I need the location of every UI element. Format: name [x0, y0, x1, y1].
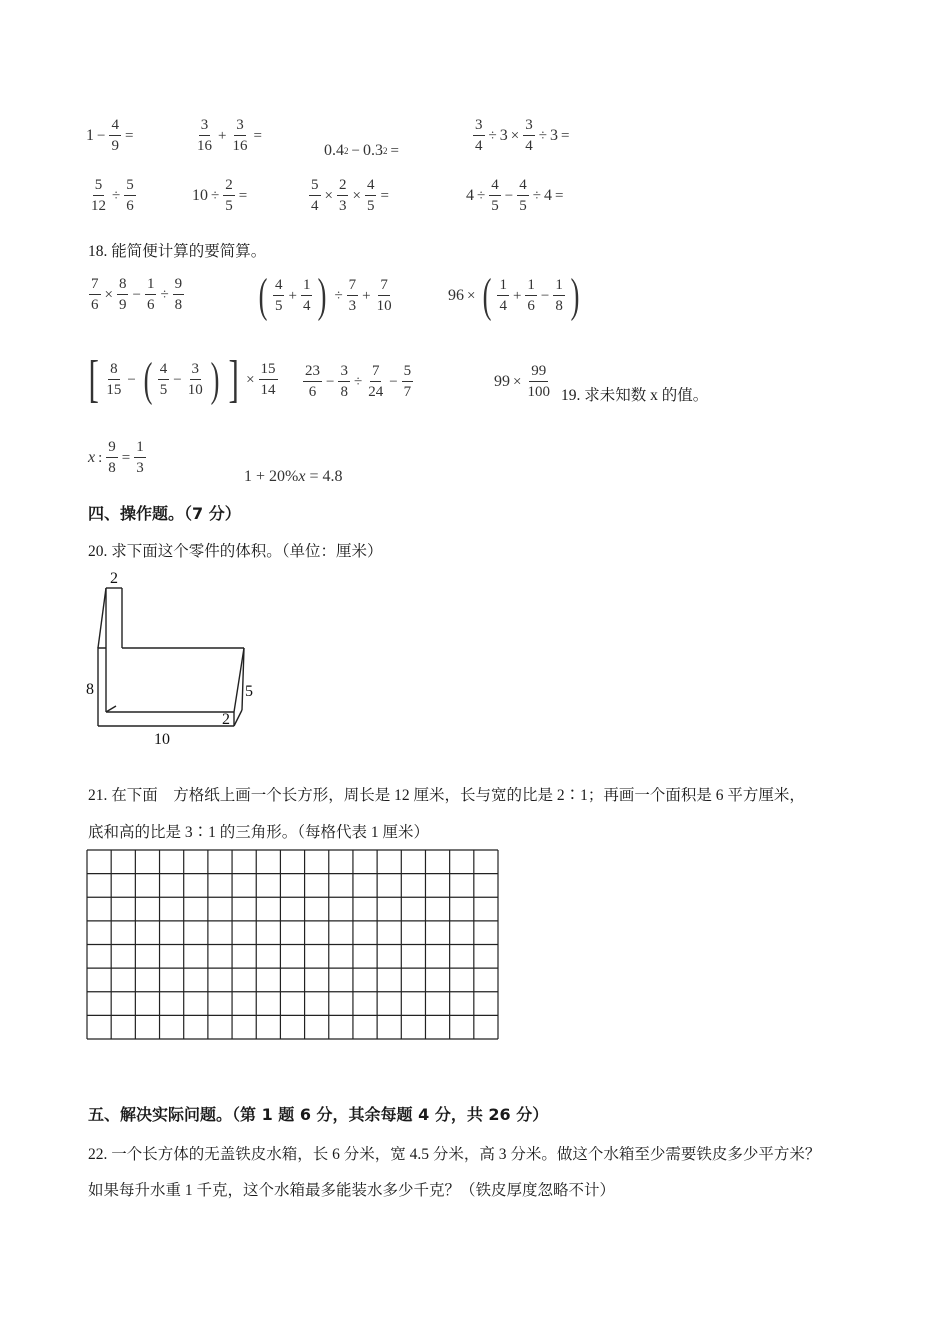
q18-expr-6: 99 × $\frac{99}{100}$: [494, 363, 550, 400]
q18-expr-1: $\frac{7}{6}$ × $\frac{8}{9}$ − $\frac{1}{6}$ ÷ $\frac{9}{8}$: [91, 276, 183, 313]
q20-label-bottom: 10: [154, 731, 170, 748]
q20-label-left: 8: [86, 681, 94, 698]
q21-graph-grid[interactable]: [86, 849, 499, 1040]
section-5-heading: 五、解决实际问题。（第 1 题 6 分，其余每题 4 分，共 26 分）: [88, 1105, 549, 1124]
section-4-heading: 四、操作题。（7 分）: [88, 504, 241, 523]
q18-expr-4: [ $\frac{8}{15}$ − ( $\frac{4}{5}$ − $\frac{3}{10}$ ) ] × $\frac{15}{14}$: [88, 351, 276, 408]
q17-expr-8: 4 ÷ $\frac{4}{5}$ − $\frac{4}{5}$ ÷ 4 =: [466, 177, 564, 214]
q20-part-figure: [82, 566, 262, 750]
q17-expr-5: $\frac{5}{12}$ ÷ $\frac{5}{6}$: [91, 177, 134, 214]
q17-expr-7: $\frac{5}{4}$ × $\frac{2}{3}$ × $\frac{4}{5}$ =: [311, 177, 389, 214]
q17-expr-3: 0.4 2 − 0.3 2 =: [324, 142, 399, 159]
q17-expr-4: $\frac{3}{4}$ ÷ 3 × $\frac{3}{4}$ ÷ 3 =: [475, 117, 570, 154]
q19-equation-2: 1 + 20% x = 4.8: [244, 468, 343, 485]
q18-title: 18. 能简便计算的要简算。: [88, 243, 267, 260]
q21-text-line1: 21. 在下面 方格纸上画一个长方形，周长是 12 厘米，长与宽的比是 2∶1；再画一个面积是 6 平方厘米，: [88, 787, 805, 804]
q17-expr-1: 1 − $\frac{4}{9}$ =: [86, 117, 134, 154]
q22-text-line2: 如果每升水重 1 千克，这个水箱最多能装水多少千克？（铁皮厚度忽略不计）: [88, 1182, 616, 1199]
q18-expr-3: 96 × ( $\frac{1}{4}$ + $\frac{1}{6}$ − $\frac{1}{8}$ ): [448, 269, 580, 322]
q21-text-line2: 底和高的比是 3∶1 的三角形。（每格代表 1 厘米）: [88, 824, 430, 841]
q17-expr-6: 10 ÷ $\frac{2}{5}$ =: [192, 177, 248, 214]
q18-expr-2: ( $\frac{4}{5}$ + $\frac{1}{4}$ ) ÷ $\frac{7}{3}$ + $\frac{7}{10}$: [258, 269, 392, 322]
q18-expr-5: $\frac{23}{6}$ − $\frac{3}{8}$ ÷ $\frac{7}{24}$ − $\frac{5}{7}$: [305, 363, 412, 400]
q20-label-top: 2: [110, 570, 118, 587]
q19-title: 19. 求未知数 x 的值。: [561, 387, 709, 404]
q19-equation-1: x : $\frac{9}{8}$ = $\frac{1}{3}$: [88, 439, 144, 476]
q20-label-right: 5: [245, 683, 253, 700]
q20-label-inner: 2: [222, 711, 230, 728]
q22-text-line1: 22. 一个长方体的无盖铁皮水箱，长 6 分米，宽 4.5 分米，高 3 分米。做这个水箱至少需要铁皮多少平方米？: [88, 1146, 821, 1163]
q17-expr-2: $\frac{3}{16}$ + $\frac{3}{16}$ =: [197, 117, 262, 154]
q20-title: 20. 求下面这个零件的体积。（单位：厘米）: [88, 543, 383, 560]
